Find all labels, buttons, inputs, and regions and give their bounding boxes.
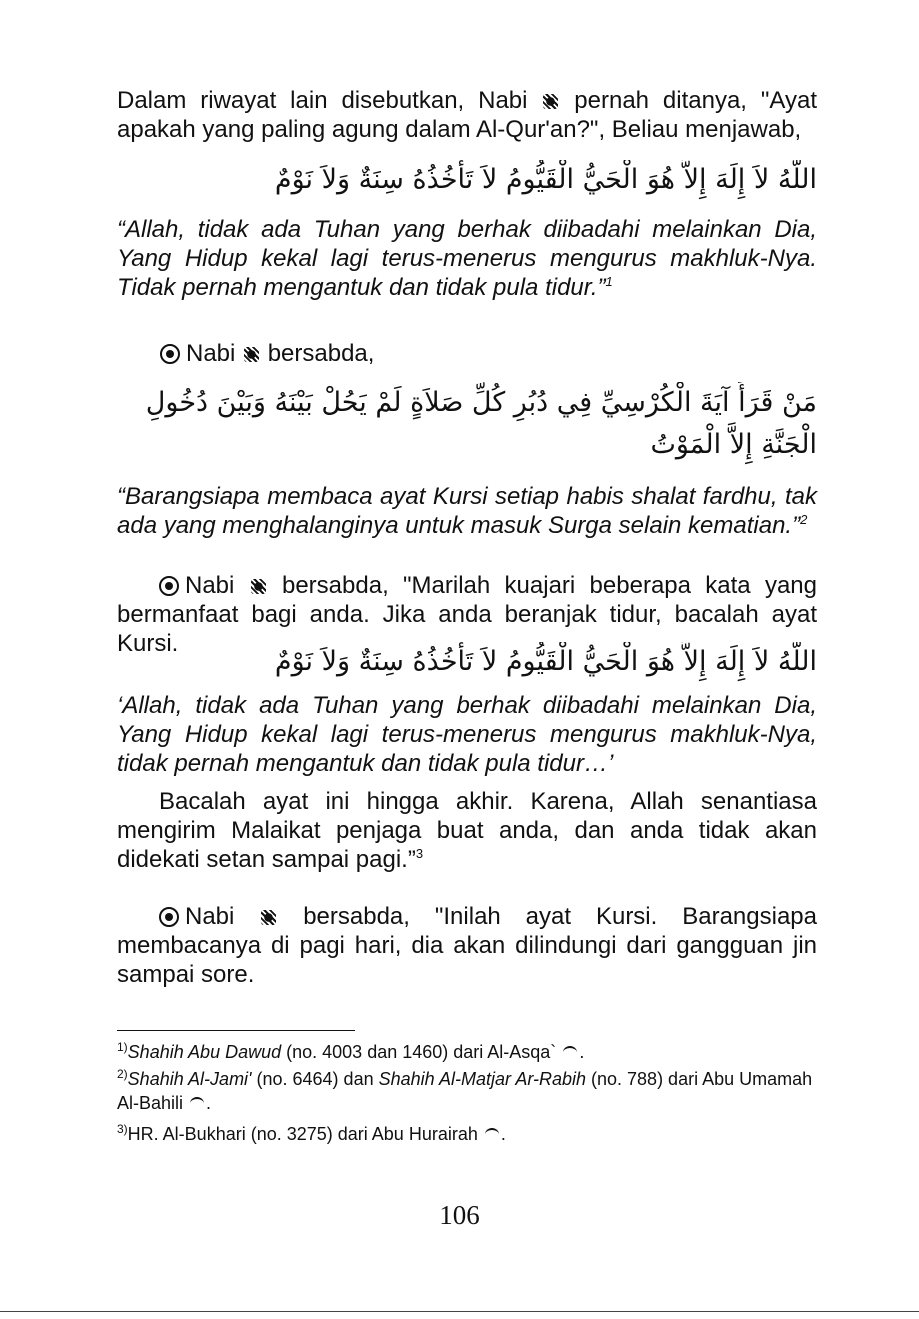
radhiyallahu-symbol-icon	[190, 1097, 204, 1110]
hadith-bullet-icon	[160, 344, 180, 364]
paragraph-2	[160, 339, 820, 368]
paragraph-1	[117, 86, 817, 144]
paragraph-1-text-b: pernah ditanya, "Ayat apakah yang paling agung dalam Al-Qur'an?", Beliau menjawab,	[117, 87, 817, 143]
salawat-symbol-icon	[543, 94, 558, 109]
footnote-2-source-a: Shahih Al-Jami'	[127, 1069, 252, 1089]
paragraph-2-text-b: bersabda,	[267, 340, 375, 367]
paragraph-4	[117, 787, 817, 874]
footnote-3: $^{3)}$HR. Al-Bukhari (no. 3275) dari Abu Hurairah .	[117, 1122, 506, 1144]
hadith-bullet-icon	[159, 576, 179, 596]
footnote-2: $^{2)}$Shahih Al-Jami' (no. 6464) dan Shahih Al-Matjar Ar-Rabih (no. 788) dari Abu Umamah Al-Bahili .	[117, 1067, 813, 1113]
arabic-hadith-1: مَنْ قَرَأَ آيَةَ الْكُرْسِيِّ فِي دُبُرِ كُلِّ صَلاَةٍ لَمْ يَحُلْ بَيْنَهُ وَبَيْنَ دُخُولِ الْجَنَّةِ إِلاَّ الْمَوْتُ	[145, 387, 817, 460]
page-bottom-edge	[0, 1311, 919, 1312]
translation-2-text: “Barangsiapa membaca ayat Kursi setiap habis shalat fardhu, tak ada yang menghalanginya untuk masuk Surga selain kematian.”	[117, 483, 817, 539]
salawat-symbol-icon	[261, 910, 276, 925]
salawat-symbol-icon	[251, 579, 266, 594]
arabic-verse-2: اللَّهُ لاَ إِلَهَ إِلاَّ هُوَ الْحَيُّ الْقَيُّومُ لاَ تَأْخُذُهُ سِنَةٌ وَلاَ نَوْمٌ	[274, 646, 817, 677]
paragraph-2-text-a: Nabi	[186, 340, 236, 367]
footnote-2-text-b: (no. 788) dari Abu Umamah Al-Bahili	[117, 1069, 813, 1113]
radhiyallahu-symbol-icon	[485, 1128, 499, 1141]
footnote-divider	[117, 1030, 355, 1031]
footnote-1-text: (no. 4003 dan 1460) dari Al-Asqa`	[281, 1042, 557, 1062]
paragraph-5-text-a: Nabi	[185, 903, 235, 930]
footnote-ref-3: 3	[415, 846, 424, 861]
paragraph-5	[117, 902, 817, 989]
salawat-symbol-icon	[244, 347, 259, 362]
translation-1-text: “Allah, tidak ada Tuhan yang berhak diibadahi melainkan Dia, Yang Hidup kekal lagi terus-menerus mengurus makhluk-Nya. Tidak pernah mengantuk dan tidak pula tidur.”	[117, 216, 817, 301]
footnote-2-text-a: (no. 6464) dan	[251, 1069, 379, 1089]
arabic-verse-1: اللَّهُ لاَ إِلَهَ إِلاَّ هُوَ الْحَيُّ الْقَيُّومُ لاَ تَأْخُذُهُ سِنَةٌ وَلاَ نَوْمٌ	[274, 164, 817, 195]
footnote-ref-1: 1	[605, 274, 613, 289]
translation-2	[117, 482, 817, 540]
footnote-ref-2: 2	[800, 512, 808, 527]
footnote-1: $^{1)}$Shahih Abu Dawud (no. 4003 dan 1460) dari Al-Asqa` .	[117, 1040, 585, 1062]
page-number: 106	[439, 1200, 480, 1230]
footnote-2-source-b: Shahih Al-Matjar Ar-Rabih	[378, 1069, 587, 1089]
translation-3	[117, 691, 817, 778]
paragraph-4-text: Bacalah ayat ini hingga akhir. Karena, Allah senantiasa mengirim Malaikat penjaga buat anda, dan anda tidak akan didekati setan sampai pagi.”	[117, 788, 817, 873]
paragraph-3-text-a: Nabi	[185, 572, 235, 599]
translation-1	[117, 215, 817, 302]
footnote-2-number: 2)	[117, 1067, 128, 1081]
translation-3-text: ‘Allah, tidak ada Tuhan yang berhak diibadahi melainkan Dia, Yang Hidup kekal lagi terus-menerus mengurus makhluk-Nya, tidak pernah mengantuk dan tidak pula tidur…’	[117, 692, 817, 777]
paragraph-5-text-b: bersabda, "Inilah ayat Kursi. Barangsiapa membacanya di pagi hari, dia akan dilindungi dari gangguan jin sampai sore.	[117, 903, 817, 988]
footnote-1-number: 1)	[117, 1040, 128, 1054]
paragraph-3-text-b: bersabda, "Marilah kuajari beberapa kata yang bermanfaat bagi anda. Jika anda beranjak tidur, bacalah ayat Kursi.	[117, 572, 818, 657]
footnote-1-source: Shahih Abu Dawud	[127, 1042, 282, 1062]
radhiyallahu-symbol-icon	[563, 1046, 577, 1059]
hadith-bullet-icon	[159, 907, 179, 927]
paragraph-1-text-a: Dalam riwayat lain disebutkan, Nabi	[117, 87, 528, 114]
footnote-3-text: HR. Al-Bukhari (no. 3275) dari Abu Hurairah	[127, 1124, 478, 1144]
footnote-3-number: 3)	[117, 1122, 128, 1136]
